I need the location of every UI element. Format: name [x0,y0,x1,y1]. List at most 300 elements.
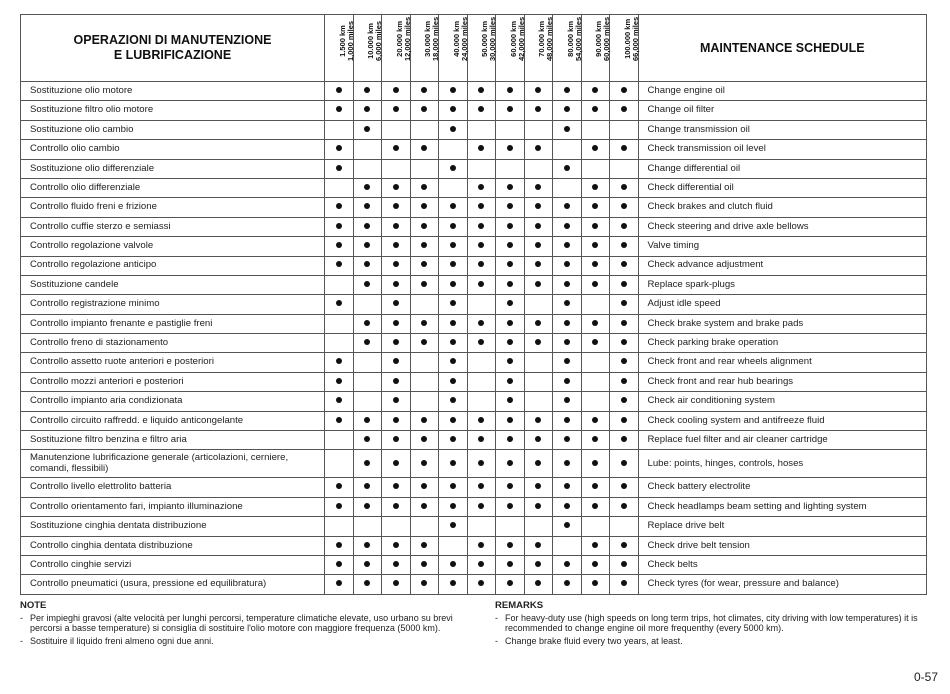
operation-italian: Sostituzione olio motore [21,82,325,101]
interval-cell [353,178,382,197]
interval-cell [410,159,439,178]
scheduled-dot-icon [364,87,370,93]
scheduled-dot-icon [564,242,570,248]
interval-cell [581,497,610,516]
scheduled-dot-icon [592,320,598,326]
interval-cell [410,275,439,294]
interval-cell [325,517,354,536]
interval-cell [496,431,525,450]
scheduled-dot-icon [393,87,399,93]
interval-cell [581,198,610,217]
remark-text: For heavy-duty use (high speeds on long term trips, hot climates, city driving with low temperatures) it is recommended to change engine oil more frequenthy (every 5000 km). [505,612,918,634]
table-row [21,178,927,197]
interval-km: 60.000 km [508,20,518,57]
interval-cell [382,497,411,516]
scheduled-dot-icon [393,242,399,248]
scheduled-dot-icon [364,417,370,423]
scheduled-dot-icon [507,580,513,586]
interval-cell [439,392,468,411]
interval-cell [410,353,439,372]
interval-cell [353,555,382,574]
interval-cell [496,275,525,294]
interval-cell [496,217,525,236]
scheduled-dot-icon [421,261,427,267]
interval-cell [524,353,553,372]
interval-cell [496,372,525,391]
interval-km: 20.000 km [394,20,404,57]
interval-cell [524,536,553,555]
scheduled-dot-icon [421,320,427,326]
interval-cell [524,392,553,411]
operation-english: Adjust idle speed [638,295,927,314]
operation-english: Change oil filter [638,101,927,120]
scheduled-dot-icon [336,397,342,403]
scheduled-dot-icon [507,281,513,287]
interval-cell [439,314,468,333]
interval-cell [467,478,496,497]
scheduled-dot-icon [336,242,342,248]
scheduled-dot-icon [621,436,627,442]
scheduled-dot-icon [592,87,598,93]
scheduled-dot-icon [450,87,456,93]
interval-cell [439,478,468,497]
interval-km: 50.000 km [480,20,490,57]
scheduled-dot-icon [478,460,484,466]
scheduled-dot-icon [393,106,399,112]
interval-cell [467,392,496,411]
interval-cell [610,256,639,275]
interval-cell [382,372,411,391]
scheduled-dot-icon [564,126,570,132]
scheduled-dot-icon [621,503,627,509]
interval-cell [439,517,468,536]
interval-cell [410,314,439,333]
scheduled-dot-icon [393,460,399,466]
table-row [21,555,927,574]
remark-item: - For heavy-duty use (high speeds on long term trips, hot climates, city driving with low temperatures) it is recommended to change engine oil more frequenthy (every 5000 km). [495,613,935,634]
table-row [21,392,927,411]
scheduled-dot-icon [564,261,570,267]
interval-cell [439,140,468,159]
scheduled-dot-icon [393,203,399,209]
interval-cell [581,314,610,333]
scheduled-dot-icon [535,184,541,190]
interval-cell [325,411,354,430]
interval-cell [553,334,582,353]
interval-cell [610,555,639,574]
interval-cell [410,178,439,197]
interval-cell [467,120,496,139]
interval-cell [439,217,468,236]
scheduled-dot-icon [564,460,570,466]
interval-cell [325,392,354,411]
scheduled-dot-icon [421,242,427,248]
operation-english: Check belts [638,555,927,574]
interval-cell [581,256,610,275]
scheduled-dot-icon [564,165,570,171]
scheduled-dot-icon [364,339,370,345]
operation-english: Replace fuel filter and air cleaner cartridge [638,431,927,450]
table-row [21,256,927,275]
interval-cell [524,178,553,197]
interval-cell [410,555,439,574]
scheduled-dot-icon [621,580,627,586]
interval-cell [610,450,639,478]
interval-cell [439,372,468,391]
scheduled-dot-icon [621,223,627,229]
scheduled-dot-icon [592,561,598,567]
interval-cell [353,314,382,333]
notes-italian-heading: NOTE [20,600,47,611]
scheduled-dot-icon [564,106,570,112]
interval-cell [581,450,610,478]
interval-cell [439,178,468,197]
interval-cell [439,256,468,275]
interval-cell [325,140,354,159]
interval-cell [467,178,496,197]
interval-cell [581,275,610,294]
interval-cell [325,256,354,275]
scheduled-dot-icon [535,561,541,567]
interval-cell [353,295,382,314]
scheduled-dot-icon [535,542,541,548]
interval-cell [410,295,439,314]
operation-english: Change differential oil [638,159,927,178]
operation-english: Check differential oil [638,178,927,197]
interval-cell [382,217,411,236]
scheduled-dot-icon [364,561,370,567]
interval-cell [325,497,354,516]
scheduled-dot-icon [364,483,370,489]
operation-english: Check steering and drive axle bellows [638,217,927,236]
operation-italian: Controllo cuffie sterzo e semiassi [21,217,325,236]
scheduled-dot-icon [450,320,456,326]
scheduled-dot-icon [478,339,484,345]
interval-cell [325,431,354,450]
scheduled-dot-icon [507,145,513,151]
interval-cell [610,101,639,120]
operation-italian: Controllo cinghia dentata distribuzione [21,536,325,555]
interval-cell [439,450,468,478]
interval-cell [496,353,525,372]
scheduled-dot-icon [336,358,342,364]
interval-cell [581,120,610,139]
interval-cell [581,392,610,411]
interval-header [410,15,439,82]
interval-cell [496,411,525,430]
scheduled-dot-icon [564,397,570,403]
operation-english: Replace spark-plugs [638,275,927,294]
table-row [21,575,927,594]
interval-header [439,15,468,82]
interval-cell [382,431,411,450]
scheduled-dot-icon [336,483,342,489]
interval-cell [553,450,582,478]
interval-cell [496,450,525,478]
interval-cell [524,478,553,497]
scheduled-dot-icon [450,358,456,364]
operation-english: Change transmission oil [638,120,927,139]
interval-cell [410,237,439,256]
scheduled-dot-icon [450,339,456,345]
interval-cell [410,517,439,536]
interval-cell [581,411,610,430]
operation-italian: Controllo livello elettrolito batteria [21,478,325,497]
interval-cell [382,314,411,333]
interval-header [325,15,354,82]
scheduled-dot-icon [564,561,570,567]
operation-english: Check brake system and brake pads [638,314,927,333]
scheduled-dot-icon [421,542,427,548]
operation-italian: Controllo registrazione minimo [21,295,325,314]
interval-cell [524,497,553,516]
header-row [21,15,927,82]
scheduled-dot-icon [421,436,427,442]
interval-cell [467,82,496,101]
scheduled-dot-icon [450,300,456,306]
scheduled-dot-icon [450,417,456,423]
scheduled-dot-icon [450,106,456,112]
interval-km: 40.000 km [451,20,461,57]
scheduled-dot-icon [564,339,570,345]
scheduled-dot-icon [421,580,427,586]
scheduled-dot-icon [507,561,513,567]
interval-cell [410,82,439,101]
interval-cell [581,431,610,450]
scheduled-dot-icon [507,87,513,93]
operation-italian: Sostituzione olio differenziale [21,159,325,178]
scheduled-dot-icon [564,358,570,364]
scheduled-dot-icon [621,542,627,548]
scheduled-dot-icon [393,320,399,326]
interval-cell [439,411,468,430]
scheduled-dot-icon [421,503,427,509]
interval-cell [496,159,525,178]
operation-english: Check cooling system and antifreeze fluid [638,411,927,430]
interval-cell [581,575,610,594]
interval-cell [439,334,468,353]
scheduled-dot-icon [478,436,484,442]
scheduled-dot-icon [336,87,342,93]
interval-cell [382,450,411,478]
table-row [21,353,927,372]
interval-cell [610,140,639,159]
interval-cell [496,237,525,256]
interval-cell [353,120,382,139]
interval-cell [524,101,553,120]
interval-cell [524,120,553,139]
operation-english: Valve timing [638,237,927,256]
table-row [21,275,927,294]
scheduled-dot-icon [421,184,427,190]
interval-cell [325,372,354,391]
interval-header [524,15,553,82]
interval-cell [325,450,354,478]
scheduled-dot-icon [564,436,570,442]
scheduled-dot-icon [393,397,399,403]
interval-cell [496,178,525,197]
interval-cell [496,536,525,555]
interval-cell [610,198,639,217]
note-item: - Sostituire il liquido freni almeno ogni due anni. [20,635,214,646]
interval-cell [553,198,582,217]
table-row [21,101,927,120]
scheduled-dot-icon [621,378,627,384]
scheduled-dot-icon [421,460,427,466]
operation-english: Check front and rear wheels alignment [638,353,927,372]
scheduled-dot-icon [421,483,427,489]
title-english: MAINTENANCE SCHEDULE [638,15,927,82]
scheduled-dot-icon [421,87,427,93]
scheduled-dot-icon [592,184,598,190]
scheduled-dot-icon [564,483,570,489]
interval-cell [467,237,496,256]
remark-item: - Change brake fluid every two years, at least. [495,635,683,646]
scheduled-dot-icon [507,339,513,345]
scheduled-dot-icon [478,320,484,326]
scheduled-dot-icon [336,503,342,509]
interval-cell [353,275,382,294]
interval-cell [325,575,354,594]
interval-cell [410,101,439,120]
interval-cell [353,237,382,256]
interval-cell [325,536,354,555]
scheduled-dot-icon [450,483,456,489]
scheduled-dot-icon [450,522,456,528]
interval-cell [439,101,468,120]
scheduled-dot-icon [336,300,342,306]
interval-cell [610,237,639,256]
scheduled-dot-icon [421,106,427,112]
scheduled-dot-icon [564,417,570,423]
scheduled-dot-icon [621,300,627,306]
interval-cell [325,275,354,294]
interval-cell [581,353,610,372]
interval-cell [553,314,582,333]
interval-cell [353,575,382,594]
interval-cell [467,555,496,574]
interval-cell [610,353,639,372]
scheduled-dot-icon [478,580,484,586]
interval-cell [581,295,610,314]
interval-cell [610,159,639,178]
interval-cell [553,178,582,197]
interval-header [382,15,411,82]
scheduled-dot-icon [450,561,456,567]
scheduled-dot-icon [507,417,513,423]
scheduled-dot-icon [478,145,484,151]
interval-cell [496,82,525,101]
operation-italian: Controllo circuito raffredd. e liquido anticongelante [21,411,325,430]
interval-cell [496,314,525,333]
interval-cell [325,82,354,101]
interval-cell [439,353,468,372]
interval-cell [439,536,468,555]
operation-italian: Controllo freno di stazionamento [21,334,325,353]
scheduled-dot-icon [364,542,370,548]
table-row [21,372,927,391]
interval-cell [325,101,354,120]
scheduled-dot-icon [393,145,399,151]
interval-cell [467,140,496,159]
interval-cell [610,392,639,411]
interval-cell [353,517,382,536]
interval-cell [410,536,439,555]
interval-cell [553,295,582,314]
scheduled-dot-icon [535,339,541,345]
interval-cell [553,392,582,411]
interval-cell [382,178,411,197]
scheduled-dot-icon [507,106,513,112]
interval-cell [610,275,639,294]
interval-cell [610,575,639,594]
interval-cell [410,575,439,594]
interval-cell [524,217,553,236]
table-row [21,120,927,139]
interval-cell [439,82,468,101]
interval-cell [382,334,411,353]
interval-cell [581,217,610,236]
interval-cell [353,392,382,411]
operation-english: Check advance adjustment [638,256,927,275]
interval-cell [581,478,610,497]
operation-english: Check transmission oil level [638,140,927,159]
operation-italian: Controllo orientamento fari, impianto illuminazione [21,497,325,516]
interval-km: 1.500 km [337,25,347,57]
scheduled-dot-icon [364,436,370,442]
scheduled-dot-icon [478,483,484,489]
operation-italian: Controllo mozzi anteriori e posteriori [21,372,325,391]
schedule-body [21,82,927,595]
operation-english: Change engine oil [638,82,927,101]
scheduled-dot-icon [450,397,456,403]
scheduled-dot-icon [564,87,570,93]
scheduled-dot-icon [535,483,541,489]
scheduled-dot-icon [478,242,484,248]
scheduled-dot-icon [450,165,456,171]
scheduled-dot-icon [592,242,598,248]
scheduled-dot-icon [535,503,541,509]
interval-cell [410,392,439,411]
interval-cell [410,411,439,430]
interval-cell [382,575,411,594]
interval-miles: 48,000 miles [545,16,555,61]
operation-english: Check parking brake operation [638,334,927,353]
interval-cell [382,256,411,275]
table-row [21,497,927,516]
operation-english: Lube: points, hinges, controls, hoses [638,450,927,478]
remark-text: Change brake fluid every two years, at least. [505,635,683,646]
operation-italian: Controllo olio differenziale [21,178,325,197]
interval-cell [439,555,468,574]
interval-cell [496,392,525,411]
interval-cell [553,159,582,178]
interval-cell [610,178,639,197]
interval-cell [382,275,411,294]
scheduled-dot-icon [592,223,598,229]
scheduled-dot-icon [535,417,541,423]
interval-cell [439,159,468,178]
scheduled-dot-icon [621,320,627,326]
scheduled-dot-icon [535,203,541,209]
scheduled-dot-icon [592,436,598,442]
scheduled-dot-icon [621,561,627,567]
scheduled-dot-icon [592,203,598,209]
scheduled-dot-icon [507,542,513,548]
interval-miles: 6,000 miles [374,20,384,61]
interval-cell [439,575,468,594]
interval-cell [581,536,610,555]
